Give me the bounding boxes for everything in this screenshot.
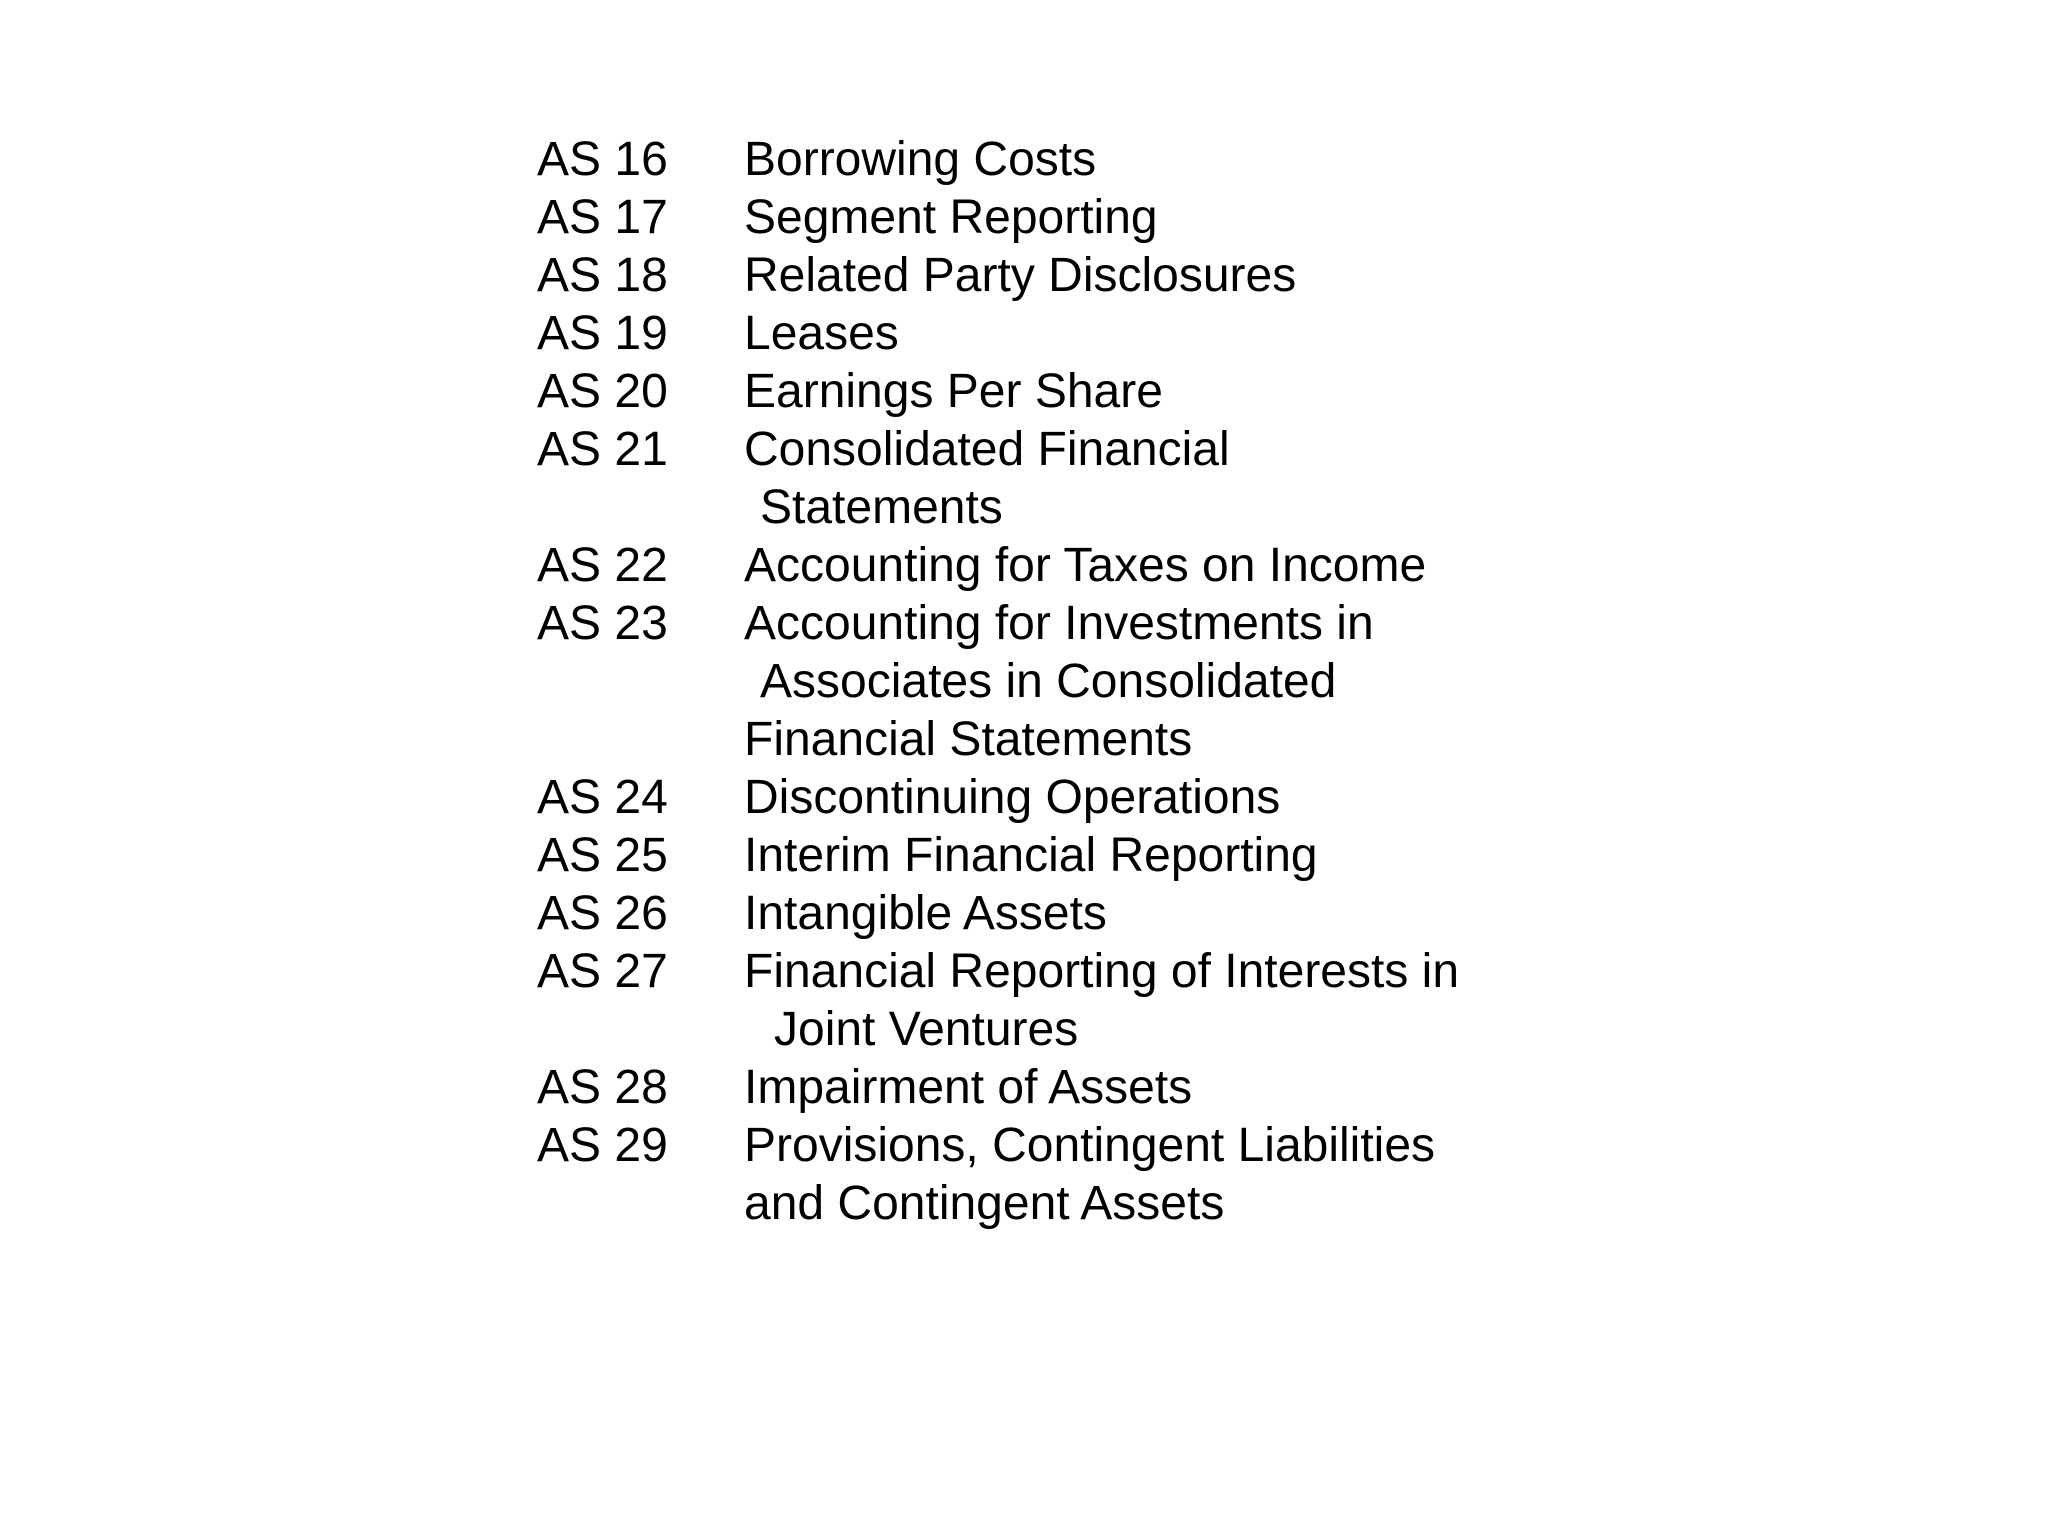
standard-title <box>744 769 1280 827</box>
standard-code: AS 24 <box>537 771 668 824</box>
standard-title-line: Consolidated Financial <box>744 423 1230 476</box>
standard-code: AS 22 <box>537 539 668 592</box>
standard-title <box>744 421 1230 537</box>
list-item <box>537 1117 1459 1233</box>
standard-title-line: Financial Statements <box>744 713 1193 766</box>
standard-title-line: Segment Reporting <box>744 191 1158 244</box>
list-item <box>537 595 1459 769</box>
standard-title <box>744 131 1096 189</box>
standard-code: AS 21 <box>537 423 668 476</box>
standard-title-line: Accounting for Taxes on Income <box>744 539 1427 592</box>
standard-code: AS 27 <box>537 945 668 998</box>
list-item <box>537 247 1459 305</box>
list-item <box>537 1059 1459 1117</box>
standard-code: AS 20 <box>537 365 668 418</box>
standard-title-line: Accounting for Investments in <box>744 597 1374 650</box>
standard-title-line: Statements <box>760 481 1003 534</box>
standard-title <box>744 363 1163 421</box>
list-item <box>537 943 1459 1059</box>
list-item <box>537 827 1459 885</box>
standard-code: AS 29 <box>537 1119 668 1172</box>
list-item <box>537 363 1459 421</box>
standard-title <box>744 595 1374 769</box>
standard-title-line: Interim Financial Reporting <box>744 829 1318 882</box>
standard-code: AS 18 <box>537 249 668 302</box>
standard-code: AS 28 <box>537 1061 668 1114</box>
list-item <box>537 305 1459 363</box>
standard-title-line: Earnings Per Share <box>744 365 1163 418</box>
standard-title-line: Borrowing Costs <box>744 133 1097 186</box>
standard-title-line: Joint Ventures <box>774 1003 1079 1056</box>
standard-title <box>744 537 1426 595</box>
standard-title <box>744 305 899 363</box>
list-item <box>537 885 1459 943</box>
standard-code: AS 19 <box>537 307 668 360</box>
standard-code: AS 17 <box>537 191 668 244</box>
list-item <box>537 189 1459 247</box>
standard-code: AS 26 <box>537 887 668 940</box>
standard-title-line: Discontinuing Operations <box>744 771 1281 824</box>
standard-title-line: Provisions, Contingent Liabilities <box>744 1119 1436 1172</box>
list-item <box>537 769 1459 827</box>
standard-title <box>744 885 1107 943</box>
standard-title-line: Related Party Disclosures <box>744 249 1297 302</box>
standard-title-line: Financial Reporting of Interests in <box>744 945 1460 998</box>
standard-code: AS 25 <box>537 829 668 882</box>
list-item <box>537 131 1459 189</box>
standard-title-line: Associates in Consolidated <box>760 655 1337 708</box>
standard-title-line: and Contingent Assets <box>744 1177 1225 1230</box>
accounting-standards-list <box>537 131 1459 1233</box>
standard-title-line: Leases <box>744 307 899 360</box>
standard-title <box>744 943 1459 1059</box>
standard-title <box>744 1059 1192 1117</box>
standard-title-line: Impairment of Assets <box>744 1061 1193 1114</box>
standard-title-line: Intangible Assets <box>744 887 1107 940</box>
standard-code: AS 23 <box>537 597 668 650</box>
standard-title <box>744 189 1158 247</box>
standard-title <box>744 827 1318 885</box>
standard-code: AS 16 <box>537 133 668 186</box>
standard-title <box>744 1117 1435 1233</box>
list-item <box>537 537 1459 595</box>
list-item <box>537 421 1459 537</box>
standard-title <box>744 247 1296 305</box>
